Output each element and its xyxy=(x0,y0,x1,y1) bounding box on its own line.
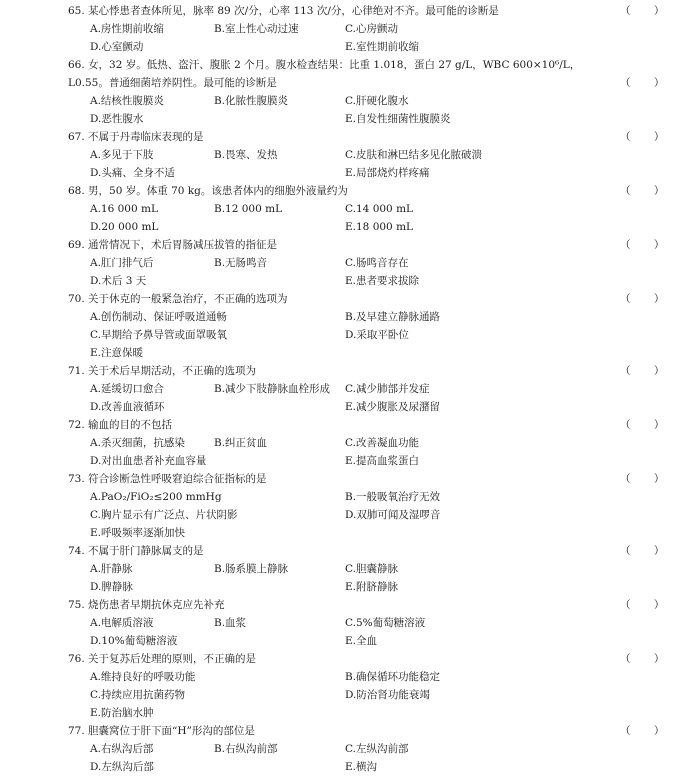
option-c[interactable]: C.皮肤和淋巴结多见化脓破溃 xyxy=(345,149,482,161)
answer-bracket[interactable]: （ ） xyxy=(620,239,674,251)
option-a[interactable]: A.PaO₂/FiO₂≤200 mmHg xyxy=(90,491,222,503)
option-d[interactable]: D.10%葡萄糖溶液 xyxy=(90,635,178,647)
question-77 xyxy=(68,722,674,776)
answer-bracket[interactable]: （ ） xyxy=(620,77,674,89)
option-b[interactable]: B.右纵沟前部 xyxy=(214,743,278,755)
option-a[interactable]: A.右纵沟后部 xyxy=(90,743,154,755)
question-stem: 74. 不属于肝门静脉属支的是 xyxy=(68,545,204,557)
option-d[interactable]: D.脾静脉 xyxy=(90,581,133,593)
option-b[interactable]: B.血浆 xyxy=(214,617,247,629)
option-d[interactable]: D.对出血患者补充血容量 xyxy=(90,455,207,467)
question-stem: 76. 关于复苏后处理的原则，不正确的是 xyxy=(68,653,257,665)
option-e[interactable]: E.横沟 xyxy=(345,761,378,773)
question-76 xyxy=(68,650,674,722)
option-e[interactable]: E.室性期前收缩 xyxy=(345,41,420,53)
option-a[interactable]: A.维持良好的呼吸功能 xyxy=(90,671,196,683)
option-d[interactable]: D.改善血液循环 xyxy=(90,401,165,413)
answer-bracket[interactable]: （ ） xyxy=(620,599,674,611)
option-c[interactable]: C.5%葡萄糖溶液 xyxy=(345,617,426,629)
question-71 xyxy=(68,362,674,416)
answer-bracket[interactable]: （ ） xyxy=(620,5,674,17)
question-stem: 71. 关于术后早期活动，不正确的选项为 xyxy=(68,365,257,377)
option-a[interactable]: A.多见于下肢 xyxy=(90,149,154,161)
question-68 xyxy=(68,182,674,236)
option-a[interactable]: A.杀灭细菌，抗感染 xyxy=(90,437,185,449)
option-b[interactable]: B.畏寒、发热 xyxy=(214,149,278,161)
answer-bracket[interactable]: （ ） xyxy=(620,185,674,197)
option-b[interactable]: B.室上性心动过速 xyxy=(214,23,299,35)
option-d[interactable]: D.采取平卧位 xyxy=(345,329,409,341)
question-stem: 70. 关于休克的一般紧急治疗，不正确的选项为 xyxy=(68,293,288,305)
option-e[interactable]: E.防治脑水肿 xyxy=(90,707,154,719)
option-c[interactable]: C.胆囊静脉 xyxy=(345,563,398,575)
answer-bracket[interactable]: （ ） xyxy=(620,365,674,377)
option-d[interactable]: D.术后 3 天 xyxy=(90,275,147,287)
option-c[interactable]: C.改善凝血功能 xyxy=(345,437,419,449)
option-d[interactable]: D.双肺可闻及湿啰音 xyxy=(345,509,441,521)
option-b[interactable]: B.12 000 mL xyxy=(214,203,283,215)
option-a[interactable]: A.创伤制动、保证呼吸道通畅 xyxy=(90,311,227,323)
option-c[interactable]: C.心房颤动 xyxy=(345,23,398,35)
question-stem: 75. 烧伤患者早期抗休克应先补充 xyxy=(68,599,225,611)
option-e[interactable]: E.患者要求拔除 xyxy=(345,275,420,287)
question-stem: 67. 不属于丹毒临床表现的是 xyxy=(68,131,204,143)
option-a[interactable]: A.16 000 mL xyxy=(90,203,158,215)
question-stem: 66. 女，32 岁。低热、盗汗、腹胀 2 个月。腹水检查结果：比重 1.018，蛋白 27 g/L，WBC 600×10⁶/L， xyxy=(68,59,581,71)
option-d[interactable]: D.头痛、全身不适 xyxy=(90,167,175,179)
option-b[interactable]: B.一般吸氧治疗无效 xyxy=(345,491,441,503)
question-stem: 73. 符合诊断急性呼吸窘迫综合征指标的是 xyxy=(68,473,267,485)
option-e[interactable]: E.局部烧灼样疼痛 xyxy=(345,167,430,179)
option-e[interactable]: E.呼吸频率逐渐加快 xyxy=(90,527,186,539)
option-d[interactable]: D.左纵沟后部 xyxy=(90,761,154,773)
option-b[interactable]: B.减少下肢静脉血栓形成 xyxy=(214,383,331,395)
answer-bracket[interactable]: （ ） xyxy=(620,293,674,305)
question-stem: 72. 输血的目的不包括 xyxy=(68,419,173,431)
option-d[interactable]: D.恶性腹水 xyxy=(90,113,144,125)
question-72 xyxy=(68,416,674,470)
question-70 xyxy=(68,290,674,362)
option-d[interactable]: D.防治肾功能衰竭 xyxy=(345,689,430,701)
option-a[interactable]: A.结核性腹膜炎 xyxy=(90,95,164,107)
question-65 xyxy=(68,2,674,56)
question-75 xyxy=(68,596,674,650)
option-e[interactable]: E.18 000 mL xyxy=(345,221,414,233)
question-66 xyxy=(68,56,674,128)
option-e[interactable]: E.减少腹胀及尿潴留 xyxy=(345,401,441,413)
option-b[interactable]: B.无肠鸣音 xyxy=(214,257,268,269)
question-stem: 69. 通常情况下，术后胃肠减压拔管的指征是 xyxy=(68,239,278,251)
option-c[interactable]: C.早期给予鼻导管或面罩吸氧 xyxy=(90,329,227,341)
question-73 xyxy=(68,470,674,542)
option-d[interactable]: D.心室颤动 xyxy=(90,41,144,53)
answer-bracket[interactable]: （ ） xyxy=(620,545,674,557)
answer-bracket[interactable]: （ ） xyxy=(620,653,674,665)
answer-bracket[interactable]: （ ） xyxy=(620,473,674,485)
option-c[interactable]: C.胸片显示有广泛点、片状阴影 xyxy=(90,509,238,521)
option-e[interactable]: E.自发性细菌性腹膜炎 xyxy=(345,113,451,125)
option-e[interactable]: E.注意保暖 xyxy=(90,347,144,359)
option-e[interactable]: E.提高血浆蛋白 xyxy=(345,455,420,467)
answer-bracket[interactable]: （ ） xyxy=(620,131,674,143)
question-stem: 68. 男，50 岁。体重 70 kg。该患者体内的细胞外液量约为 xyxy=(68,185,348,197)
option-b[interactable]: B.及早建立静脉通路 xyxy=(345,311,441,323)
question-stem-cont: L0.55。普通细菌培养阴性。最可能的诊断是 xyxy=(68,77,277,89)
answer-bracket[interactable]: （ ） xyxy=(620,419,674,431)
option-e[interactable]: E.附脐静脉 xyxy=(345,581,399,593)
option-c[interactable]: C.左纵沟前部 xyxy=(345,743,409,755)
option-b[interactable]: B.化脓性腹膜炎 xyxy=(214,95,289,107)
option-a[interactable]: A.肝静脉 xyxy=(90,563,133,575)
answer-bracket[interactable]: （ ） xyxy=(620,725,674,737)
question-69 xyxy=(68,236,674,290)
option-b[interactable]: B.肠系膜上静脉 xyxy=(214,563,289,575)
question-74 xyxy=(68,542,674,596)
option-c[interactable]: C.持续应用抗菌药物 xyxy=(90,689,185,701)
question-stem: 65. 某心悸患者查体所见，脉率 89 次/分，心率 113 次/分，心律绝对不齐。最可能的诊断是 xyxy=(68,5,499,17)
option-e[interactable]: E.全血 xyxy=(345,635,378,647)
option-d[interactable]: D.20 000 mL xyxy=(90,221,159,233)
option-c[interactable]: C.减少肺部并发症 xyxy=(345,383,430,395)
option-b[interactable]: B.纠正贫血 xyxy=(214,437,268,449)
option-c[interactable]: C.肠鸣音存在 xyxy=(345,257,409,269)
option-a[interactable]: A.肛门排气后 xyxy=(90,257,154,269)
option-a[interactable]: A.房性期前收缩 xyxy=(90,23,164,35)
option-c[interactable]: C.14 000 mL xyxy=(345,203,414,215)
question-stem: 77. 胆囊窝位于肝下面“H”形沟的部位是 xyxy=(68,725,255,737)
option-c[interactable]: C.肝硬化腹水 xyxy=(345,95,409,107)
question-67 xyxy=(68,128,674,182)
option-a[interactable]: A.电解质溶液 xyxy=(90,617,154,629)
option-a[interactable]: A.延缓切口愈合 xyxy=(90,383,164,395)
option-b[interactable]: B.确保循环功能稳定 xyxy=(345,671,441,683)
